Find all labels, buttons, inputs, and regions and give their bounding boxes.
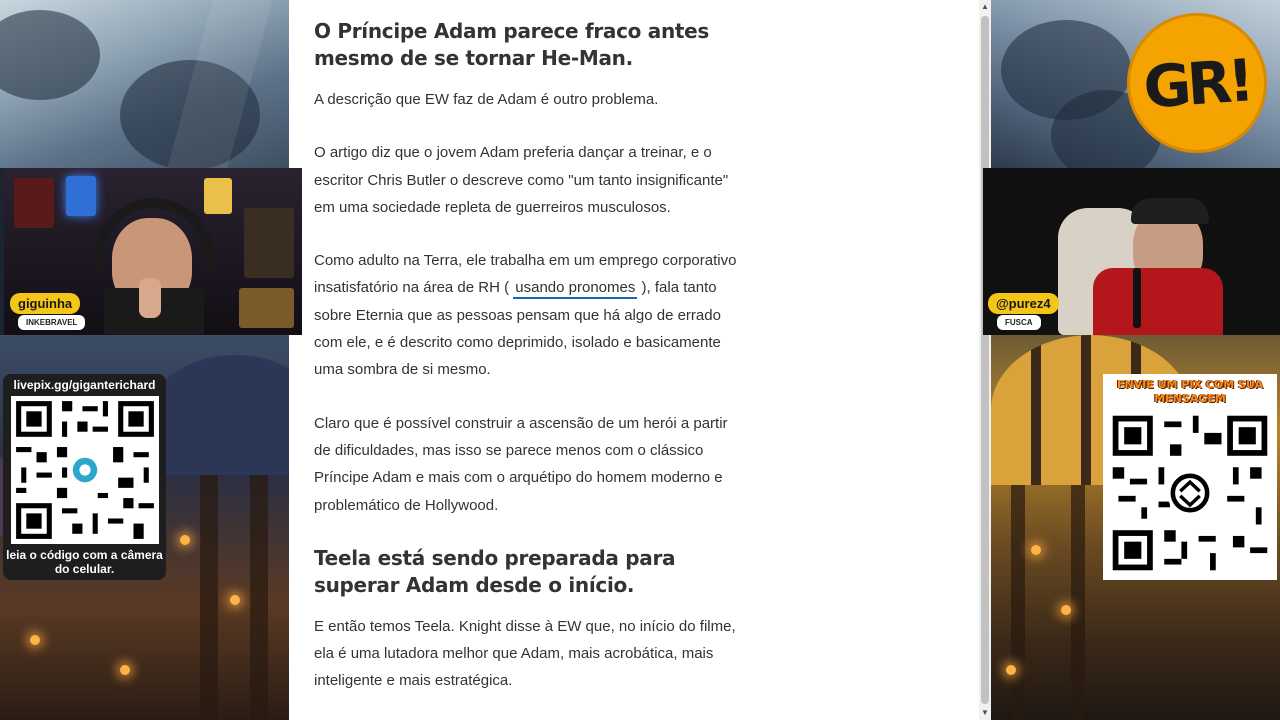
article-paragraph: Claro que é possível construir a ascensão de um herói a partir de dificuldades, mas isso se parece menos com o clássico Príncipe Adam e mais com o arquétipo do homem moderno e problemático de Hollywood.	[314, 414, 728, 514]
streamer-name-badge: @purez4	[988, 293, 1059, 314]
pronouns-link[interactable]: usando pronomes	[513, 279, 637, 299]
article-paragraph	[314, 247, 744, 383]
scroll-down-icon[interactable]: ▼	[981, 708, 989, 717]
channel-logo	[1127, 13, 1267, 153]
streamer-subtitle: FUSCA	[997, 315, 1041, 330]
article-content	[289, 0, 979, 720]
paragraph-text: Como adulto na Terra, ele trabalha em um emprego corporativo insatisfatório na área de RH (	[314, 252, 737, 297]
livepix-qr-panel	[3, 374, 166, 580]
section-heading: O Príncipe Adam parece fraco antes mesmo de se tornar He-Man.	[314, 19, 710, 70]
section-heading: Teela está sendo preparada para superar Adam desde o início.	[314, 545, 676, 597]
scroll-thumb[interactable]	[981, 16, 989, 704]
paragraph-text: ), fala tanto sobre Eternia que as pessoas pensam que há algo de errado com ele, e é descrito como deprimido, isolado e basicamente uma sombra de si mesmo.	[314, 279, 721, 379]
streamer-name-badge: giguinha	[10, 293, 80, 314]
scroll-up-icon[interactable]: ▲	[981, 2, 989, 11]
pix-qr-panel	[1103, 374, 1277, 580]
article-paragraph: E então temos Teela. Knight disse à EW que, no início do filme, ela é uma lutadora melhor que Adam, mais acrobática, mais inteligente e mais estratégica.	[314, 617, 736, 690]
qr-code-icon	[1107, 410, 1273, 576]
qr-code-icon	[11, 396, 159, 544]
article-paragraph: O artigo diz que o jovem Adam preferia dançar a treinar, e o escritor Chris Butler o descreve como "um tanto insignificante" em uma sociedade repleta de guerreiros musculosos.	[314, 144, 729, 216]
livepix-url: livepix.gg/giganterichard	[13, 378, 156, 392]
page-scrollbar[interactable]	[979, 0, 991, 720]
streamer-subtitle: INKEBRAVEL	[18, 315, 85, 330]
webcam-right	[983, 168, 1280, 335]
webcam-left	[4, 168, 302, 335]
article-paragraph: A descrição que EW faz de Adam é outro problema.	[314, 91, 659, 108]
background-art-left-top	[0, 0, 289, 168]
logo-text: GR!	[1141, 46, 1253, 122]
qr-caption: leia o código com a câmera do celular.	[6, 548, 163, 576]
pix-title: ENVIE UM PIX COM SUA MENSAGEM	[1116, 378, 1264, 405]
